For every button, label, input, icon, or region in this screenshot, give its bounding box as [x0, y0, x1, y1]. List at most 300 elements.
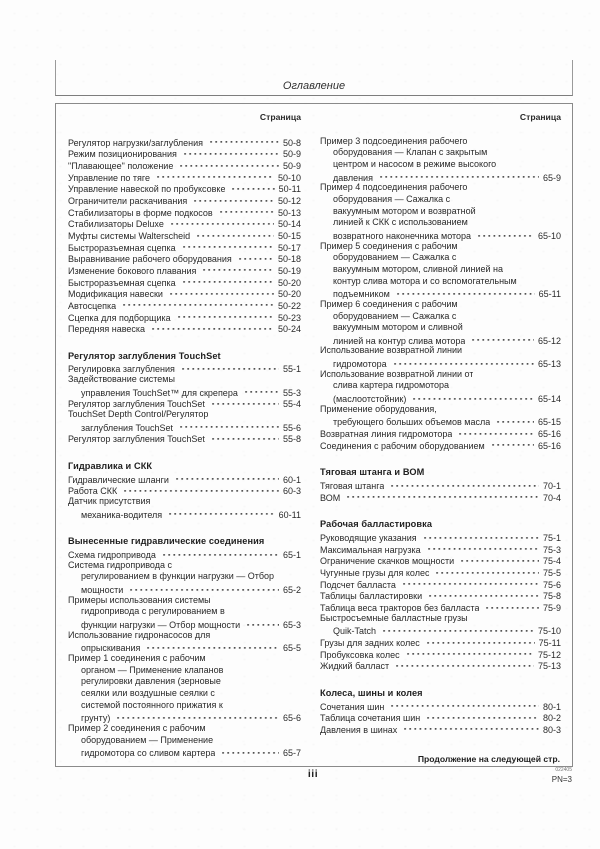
toc-entry: [320, 613, 561, 636]
toc-entry-page: 50-17: [277, 242, 301, 253]
toc-entry-line: [68, 311, 301, 323]
toc-entry-page: 75-13: [537, 661, 561, 672]
toc-entry-line: [320, 711, 561, 723]
dot-leader: [171, 217, 274, 227]
toc-column-left: [68, 112, 301, 758]
toc-content-box: [55, 103, 573, 767]
toc-entry-line: [320, 723, 561, 735]
toc-entry-title: системой постоянного прижатия к: [81, 699, 223, 710]
toc-entry-line: [68, 136, 301, 148]
toc-entry-title: регулировки давления (зерновые: [81, 676, 221, 687]
dot-leader: [130, 583, 279, 593]
toc-entry-title: подъемником: [333, 289, 390, 300]
toc-entry-page: 65-15: [537, 417, 561, 428]
toc-entry: [320, 369, 561, 404]
toc-entry-page: 75-5: [542, 567, 561, 578]
toc-entry-title: механика-водителя: [81, 509, 163, 520]
toc-entry-title: Схема гидропривода: [68, 550, 156, 560]
toc-entry-line: [68, 194, 301, 206]
toc-entry-page: 50-9: [282, 160, 301, 171]
toc-entry-title: Выравнивание рабочего оборудования: [68, 254, 232, 265]
toc-entry-page: 65-16: [537, 440, 561, 451]
toc-entry: [68, 496, 301, 519]
toc-entry-page: 65-1: [282, 550, 301, 560]
toc-entry-line: [68, 711, 301, 723]
dot-leader: [391, 479, 539, 489]
pn-number: PN=3: [551, 775, 572, 784]
toc-entry-title: Регулятор нагрузки/заглубления: [68, 137, 204, 148]
toc-entry-line: [320, 299, 561, 311]
toc-entry-line: [68, 641, 301, 653]
toc-entry: [68, 484, 301, 496]
toc-entry-line: [68, 147, 301, 159]
toc-entry-title: Quik-Tatch: [333, 626, 377, 637]
toc-entry: [320, 427, 561, 439]
toc-entry-line: [320, 147, 561, 159]
toc-entry-page: 50-13: [277, 207, 301, 218]
toc-entry-title: Соединения с рабочим оборудованием: [320, 440, 485, 451]
toc-entry: [68, 136, 301, 148]
toc-entry-line: [320, 566, 561, 578]
toc-entry-line: [68, 595, 301, 607]
toc-entry: [68, 206, 301, 218]
dot-leader: [183, 241, 274, 251]
toc-entry-title: Чугунные грузы для колес: [320, 567, 430, 578]
toc-entry-title: Автосцепка: [68, 300, 117, 311]
toc-entry-title: давления: [333, 172, 373, 183]
toc-entry-page: 65-7: [282, 748, 301, 759]
dot-leader: [396, 659, 534, 669]
dot-leader: [497, 415, 534, 425]
toc-entry-page: 55-3: [282, 387, 301, 398]
dot-leader: [247, 618, 279, 628]
toc-entry-title: сеялки или воздушные сеялки с: [81, 687, 215, 698]
toc-entry-title: Таблица сочетания шин: [320, 713, 421, 724]
toc-entry-line: [68, 229, 301, 241]
toc-entry-line: [68, 700, 301, 712]
toc-section: [320, 688, 561, 735]
toc-entry-title: Возвратная линия гидромотора: [320, 429, 453, 440]
toc-entry-title: Работа СКК: [68, 486, 118, 497]
toc-entry-line: [68, 171, 301, 183]
toc-entry-title: оборудованием — Применение: [81, 734, 214, 745]
dot-leader: [210, 136, 279, 146]
toc-entry-page: 50-24: [277, 324, 301, 335]
dot-leader: [413, 392, 534, 402]
toc-entry: [68, 560, 301, 595]
toc-entry-line: [68, 322, 301, 334]
toc-entry-title: гидромотора со сливом картера: [81, 748, 216, 759]
dot-leader: [220, 206, 274, 216]
toc-section-header: Тяговая штанга и ВОМ: [320, 467, 425, 478]
toc-title: Оглавление: [282, 80, 346, 92]
dot-leader: [178, 311, 274, 321]
toc-entry-line: [320, 415, 561, 427]
toc-entry: [68, 595, 301, 630]
toc-entry: [68, 276, 301, 288]
dot-leader: [424, 531, 539, 541]
toc-entry-title: Быстроразъемная сцепка: [68, 242, 176, 253]
dot-leader: [163, 548, 279, 558]
dot-leader: [232, 182, 274, 192]
dot-leader: [461, 554, 539, 564]
toc-entry: [320, 723, 561, 735]
toc-entry-title: "Плавающее" положение: [68, 160, 174, 171]
toc-entry: [68, 159, 301, 171]
toc-entry-title: Таблицы балластировки: [320, 591, 423, 602]
toc-entry: [68, 548, 301, 560]
toc-entry-line: [68, 299, 301, 311]
dot-leader: [180, 421, 279, 431]
toc-entry-line: [68, 386, 301, 398]
dot-leader: [436, 566, 539, 576]
toc-entry: [320, 543, 561, 555]
toc-entry: [68, 473, 301, 485]
toc-entry-line: [320, 357, 561, 369]
toc-entry-line: [68, 630, 301, 642]
dot-leader: [472, 334, 534, 344]
toc-entry-page: 60-11: [278, 509, 301, 520]
dot-leader: [124, 484, 279, 494]
toc-section: [320, 136, 561, 451]
toc-entry: [68, 653, 301, 723]
dot-leader: [380, 171, 539, 181]
toc-entry: [68, 182, 301, 194]
toc-entry-line: [68, 548, 301, 560]
toc-entry: [68, 299, 301, 311]
toc-entry-page: 75-1: [542, 533, 561, 543]
toc-entry: [320, 531, 561, 543]
toc-entry-title: вакуумным мотором и возвратной: [333, 205, 476, 216]
toc-entry-page: 55-4: [282, 399, 301, 410]
toc-entry-line: [68, 397, 301, 409]
toc-entry-title: Передняя навеска: [68, 324, 146, 335]
toc-entry-line: [320, 636, 561, 648]
toc-entry-title: Режим позиционирования: [68, 149, 177, 160]
toc-entry-title: ВОМ: [320, 492, 341, 503]
toc-section: [68, 136, 301, 334]
toc-entry-line: [68, 508, 301, 520]
toc-entry-page: 75-12: [537, 649, 561, 660]
toc-entry-title: Быстросъемные балластные грузы: [320, 612, 468, 623]
toc-entry-page: 80-2: [542, 713, 561, 724]
toc-entry-line: [68, 606, 301, 618]
toc-entry-page: 55-6: [282, 422, 301, 433]
toc-entry-line: [68, 665, 301, 677]
toc-entry-page: 75-9: [542, 602, 561, 613]
dot-leader: [183, 276, 274, 286]
toc-entry-line: [320, 659, 561, 671]
toc-entry: [68, 409, 301, 432]
toc-entry-line: [320, 345, 561, 357]
toc-entry-line: [68, 252, 301, 264]
toc-entry-page: 60-1: [282, 474, 301, 485]
toc-entry-title: Подсчет балласта: [320, 579, 396, 590]
toc-entry-title: линией на контур слива мотора: [333, 335, 466, 346]
toc-entry: [320, 404, 561, 427]
toc-entry: [68, 194, 301, 206]
toc-entry-title: Датчик присутствия: [68, 496, 151, 507]
toc-entry-title: Жидкий балласт: [320, 661, 390, 672]
toc-entry-line: [320, 136, 561, 148]
toc-entry-page: 50-11: [278, 184, 301, 195]
toc-entry-title: Пример 2 соединения с рабочим: [68, 722, 206, 733]
toc-entry-line: [68, 618, 301, 630]
toc-entry: [320, 479, 561, 491]
toc-entry-line: [320, 404, 561, 416]
toc-entry: [68, 264, 301, 276]
toc-entry-page: 65-6: [282, 713, 301, 724]
toc-entry-line: [320, 182, 561, 194]
toc-entry: [68, 217, 301, 229]
toc-entry-title: Максимальная нагрузка: [320, 544, 421, 555]
toc-section-header: Регулятор заглубления TouchSet: [68, 350, 221, 361]
toc-entry-page: 75-11: [538, 637, 561, 648]
toc-entry-title: Пример 4 подсоединения рабочего: [320, 182, 468, 193]
toc-entry: [320, 136, 561, 183]
toc-entry-page: 75-6: [542, 579, 561, 590]
toc-entry-page: 60-3: [282, 486, 301, 497]
toc-section: [320, 519, 561, 671]
toc-entry-page: 65-10: [537, 230, 561, 241]
toc-entry: [320, 648, 561, 660]
toc-entry-page: 50-12: [277, 195, 301, 206]
toc-entry: [68, 287, 301, 299]
toc-entry-title: Примеры использования системы: [68, 594, 211, 605]
toc-section-header: Рабочая балластировка: [320, 519, 433, 530]
toc-entry: [68, 229, 301, 241]
toc-entry-title: Пример 6 соединения с рабочим: [320, 298, 458, 309]
dot-leader: [184, 147, 279, 157]
toc-entry: [320, 711, 561, 723]
toc-entry-line: [320, 479, 561, 491]
toc-entry-line: [320, 589, 561, 601]
toc-entry-page: 75-3: [542, 544, 561, 555]
toc-entry-title: (маслоотстойник): [333, 394, 407, 405]
toc-entry-page: 75-4: [542, 556, 561, 567]
toc-entry-page: 65-9: [542, 172, 561, 183]
toc-entry: [68, 374, 301, 397]
toc-entry-page: 65-11: [538, 289, 561, 300]
dot-leader: [347, 491, 539, 501]
toc-entry-page: 65-12: [537, 335, 561, 346]
toc-entry-line: [320, 392, 561, 404]
dot-leader: [383, 624, 534, 634]
toc-entry-line: [320, 531, 561, 543]
toc-entry-title: Пример 5 соединения с рабочим: [320, 240, 458, 251]
toc-entry-title: мощности: [81, 584, 124, 595]
toc-entry: [320, 659, 561, 671]
toc-entry-title: органом — Применение клапанов: [81, 664, 224, 675]
toc-entry-line: [68, 484, 301, 496]
dot-leader: [428, 543, 539, 553]
dot-leader: [404, 723, 539, 733]
toc-entry-line: [320, 613, 561, 625]
toc-entry-page: 55-1: [282, 364, 301, 375]
toc-entry: [320, 182, 561, 240]
toc-entry: [320, 578, 561, 590]
folio-page-number: iii: [307, 768, 319, 780]
toc-entry-page: 50-18: [277, 254, 301, 265]
dot-leader: [222, 746, 279, 756]
toc-entry-page: 50-8: [282, 137, 301, 148]
toc-entry-line: [68, 182, 301, 194]
dot-leader: [170, 287, 274, 297]
toc-entry-line: [68, 583, 301, 595]
toc-entry-line: [68, 571, 301, 583]
toc-entry-page: 75-8: [542, 591, 561, 602]
toc-entry: [68, 171, 301, 183]
toc-entry-line: [320, 311, 561, 323]
toc-entry-line: [68, 362, 301, 374]
toc-entry: [68, 252, 301, 264]
toc-entry-page: 65-5: [282, 643, 301, 654]
toc-entry-title: центром и насосом в режиме высокого: [333, 158, 497, 169]
toc-entry-title: Грузы для задних колес: [320, 637, 420, 648]
toc-entry: [68, 362, 301, 374]
dot-leader: [147, 641, 279, 651]
toc-entry-title: Руководящие указания: [320, 533, 417, 543]
toc-section: [320, 467, 561, 502]
toc-entry-title: Стабилизаторы в форме подкосов: [68, 207, 213, 218]
toc-entry-page: 50-23: [277, 312, 301, 323]
dot-leader: [176, 473, 279, 483]
dot-leader: [239, 252, 274, 262]
toc-entry: [68, 147, 301, 159]
toc-entry-title: Изменение бокового плавания: [68, 265, 197, 276]
toc-entry-line: [320, 276, 561, 288]
dot-leader: [478, 229, 534, 239]
toc-entry-line: [68, 746, 301, 758]
toc-section: [68, 351, 301, 444]
toc-entry-title: оборудования — Сажалка с: [333, 193, 451, 204]
toc-entry-line: [320, 229, 561, 241]
toc-entry-title: Использование возвратной линии: [320, 345, 463, 356]
toc-section-header: Колеса, шины и колея: [320, 687, 423, 698]
toc-entry: [320, 554, 561, 566]
toc-entry-title: вакуумным мотором и сливной: [333, 322, 463, 333]
toc-entry-page: 50-9: [282, 149, 301, 160]
toc-entry-page: 50-20: [277, 289, 301, 300]
toc-entry-title: слива картера гидромотора: [333, 380, 450, 391]
toc-entry-title: Пример 1 соединения с рабочим: [68, 652, 206, 663]
toc-entry-page: 65-16: [537, 429, 561, 440]
toc-entry-title: гидромотора: [333, 359, 387, 370]
toc-entry: [320, 566, 561, 578]
toc-entry: [320, 589, 561, 601]
dot-leader: [197, 229, 274, 239]
toc-entry: [320, 491, 561, 503]
page-column-label: Страница: [519, 112, 561, 122]
toc-entry-line: [320, 287, 561, 299]
dot-leader: [180, 159, 279, 169]
toc-section: [68, 461, 301, 519]
toc-entry-title: Тяговая штанга: [320, 481, 385, 492]
toc-entry-line: [320, 427, 561, 439]
dot-leader: [407, 648, 534, 658]
toc-entry-page: 65-2: [282, 584, 301, 595]
toc-entry-line: [68, 276, 301, 288]
toc-entry-title: заглубления TouchSet: [81, 422, 173, 433]
toc-entry-line: [68, 287, 301, 299]
toc-entry-line: [68, 473, 301, 485]
dot-leader: [394, 357, 534, 367]
toc-entry-title: Пробуксовка колес: [320, 649, 400, 660]
toc-entry-line: [320, 264, 561, 276]
dot-leader: [117, 711, 279, 721]
toc-entry: [68, 432, 301, 444]
toc-entry-line: [68, 432, 301, 444]
toc-entry-title: линией к СКК с использованием: [333, 217, 468, 228]
toc-entry-title: Таблица веса тракторов без балласта: [320, 602, 480, 613]
toc-entry-page: 50-10: [277, 172, 301, 183]
toc-entry-title: контур слива мотора и со вспомогательным: [333, 275, 517, 286]
toc-entry-title: требующего больших объемов масла: [333, 417, 491, 428]
toc-entry-title: Пример 3 подсоединения рабочего: [320, 135, 468, 146]
toc-entry-title: Использование гидронасосов для: [68, 629, 211, 640]
toc-entry-title: Управление навеской по пробуксовке: [68, 184, 226, 195]
toc-entry: [68, 397, 301, 409]
toc-entry-line: [320, 380, 561, 392]
toc-entry-page: 70-4: [542, 492, 561, 503]
toc-entry-line: [68, 217, 301, 229]
toc-entry-line: [320, 194, 561, 206]
toc-entry-line: [320, 648, 561, 660]
toc-entry-line: [68, 653, 301, 665]
toc-entry-title: регулированием в функции нагрузки — Отбор: [81, 571, 275, 582]
toc-entry-line: [320, 578, 561, 590]
toc-entry-line: [68, 560, 301, 572]
dot-leader: [212, 397, 279, 407]
toc-entry-title: опрыскивания: [81, 643, 141, 654]
toc-entry-line: [320, 624, 561, 636]
toc-entry-line: [320, 439, 561, 451]
toc-entry: [68, 241, 301, 253]
toc-entry-title: Применение оборудования,: [320, 403, 437, 414]
toc-entry-title: Муфты системы Walterscheid: [68, 230, 191, 241]
toc-entry-title: Стабилизаторы Deluxe: [68, 219, 164, 230]
toc-entry-title: Быстроразъемная сцепка: [68, 277, 176, 288]
toc-entry-title: Ограничители раскачивания: [68, 195, 188, 206]
toc-entry-title: функции нагрузки — Отбор мощности: [81, 619, 241, 630]
page-header-rule: [55, 60, 573, 96]
print-code: 022405: [555, 767, 572, 773]
toc-entry-page: 70-1: [542, 481, 561, 492]
toc-entry: [68, 322, 301, 334]
toc-entry-page: 50-22: [277, 300, 301, 311]
dot-leader: [397, 287, 535, 297]
toc-entry-title: вакуумным мотором, сливной линией на: [333, 263, 504, 274]
dot-leader: [391, 700, 539, 710]
dot-leader: [152, 322, 274, 332]
toc-entry-title: гидропривода с регулированием в: [81, 606, 225, 617]
toc-entry-page: 50-20: [277, 277, 301, 288]
toc-entry: [320, 345, 561, 368]
toc-entry-line: [320, 543, 561, 555]
toc-entry-title: Регулировка заглубления: [68, 364, 175, 375]
toc-entry-page: 80-3: [542, 724, 561, 735]
toc-entry-title: Система гидропривода с: [68, 559, 172, 570]
toc-entry-title: возвратного наконечника мотора: [333, 230, 472, 241]
toc-entry-line: [68, 409, 301, 421]
toc-entry-title: Гидравлические шланги: [68, 474, 169, 485]
toc-entry-title: Регулятор заглубления TouchSet: [68, 434, 205, 445]
toc-entry: [68, 311, 301, 323]
toc-entry-line: [68, 421, 301, 433]
toc-entry-page: 50-15: [277, 230, 301, 241]
toc-entry-title: оборудованием — Сажалка с: [333, 310, 457, 321]
toc-entry-title: Использование возвратной линии от: [320, 368, 474, 379]
